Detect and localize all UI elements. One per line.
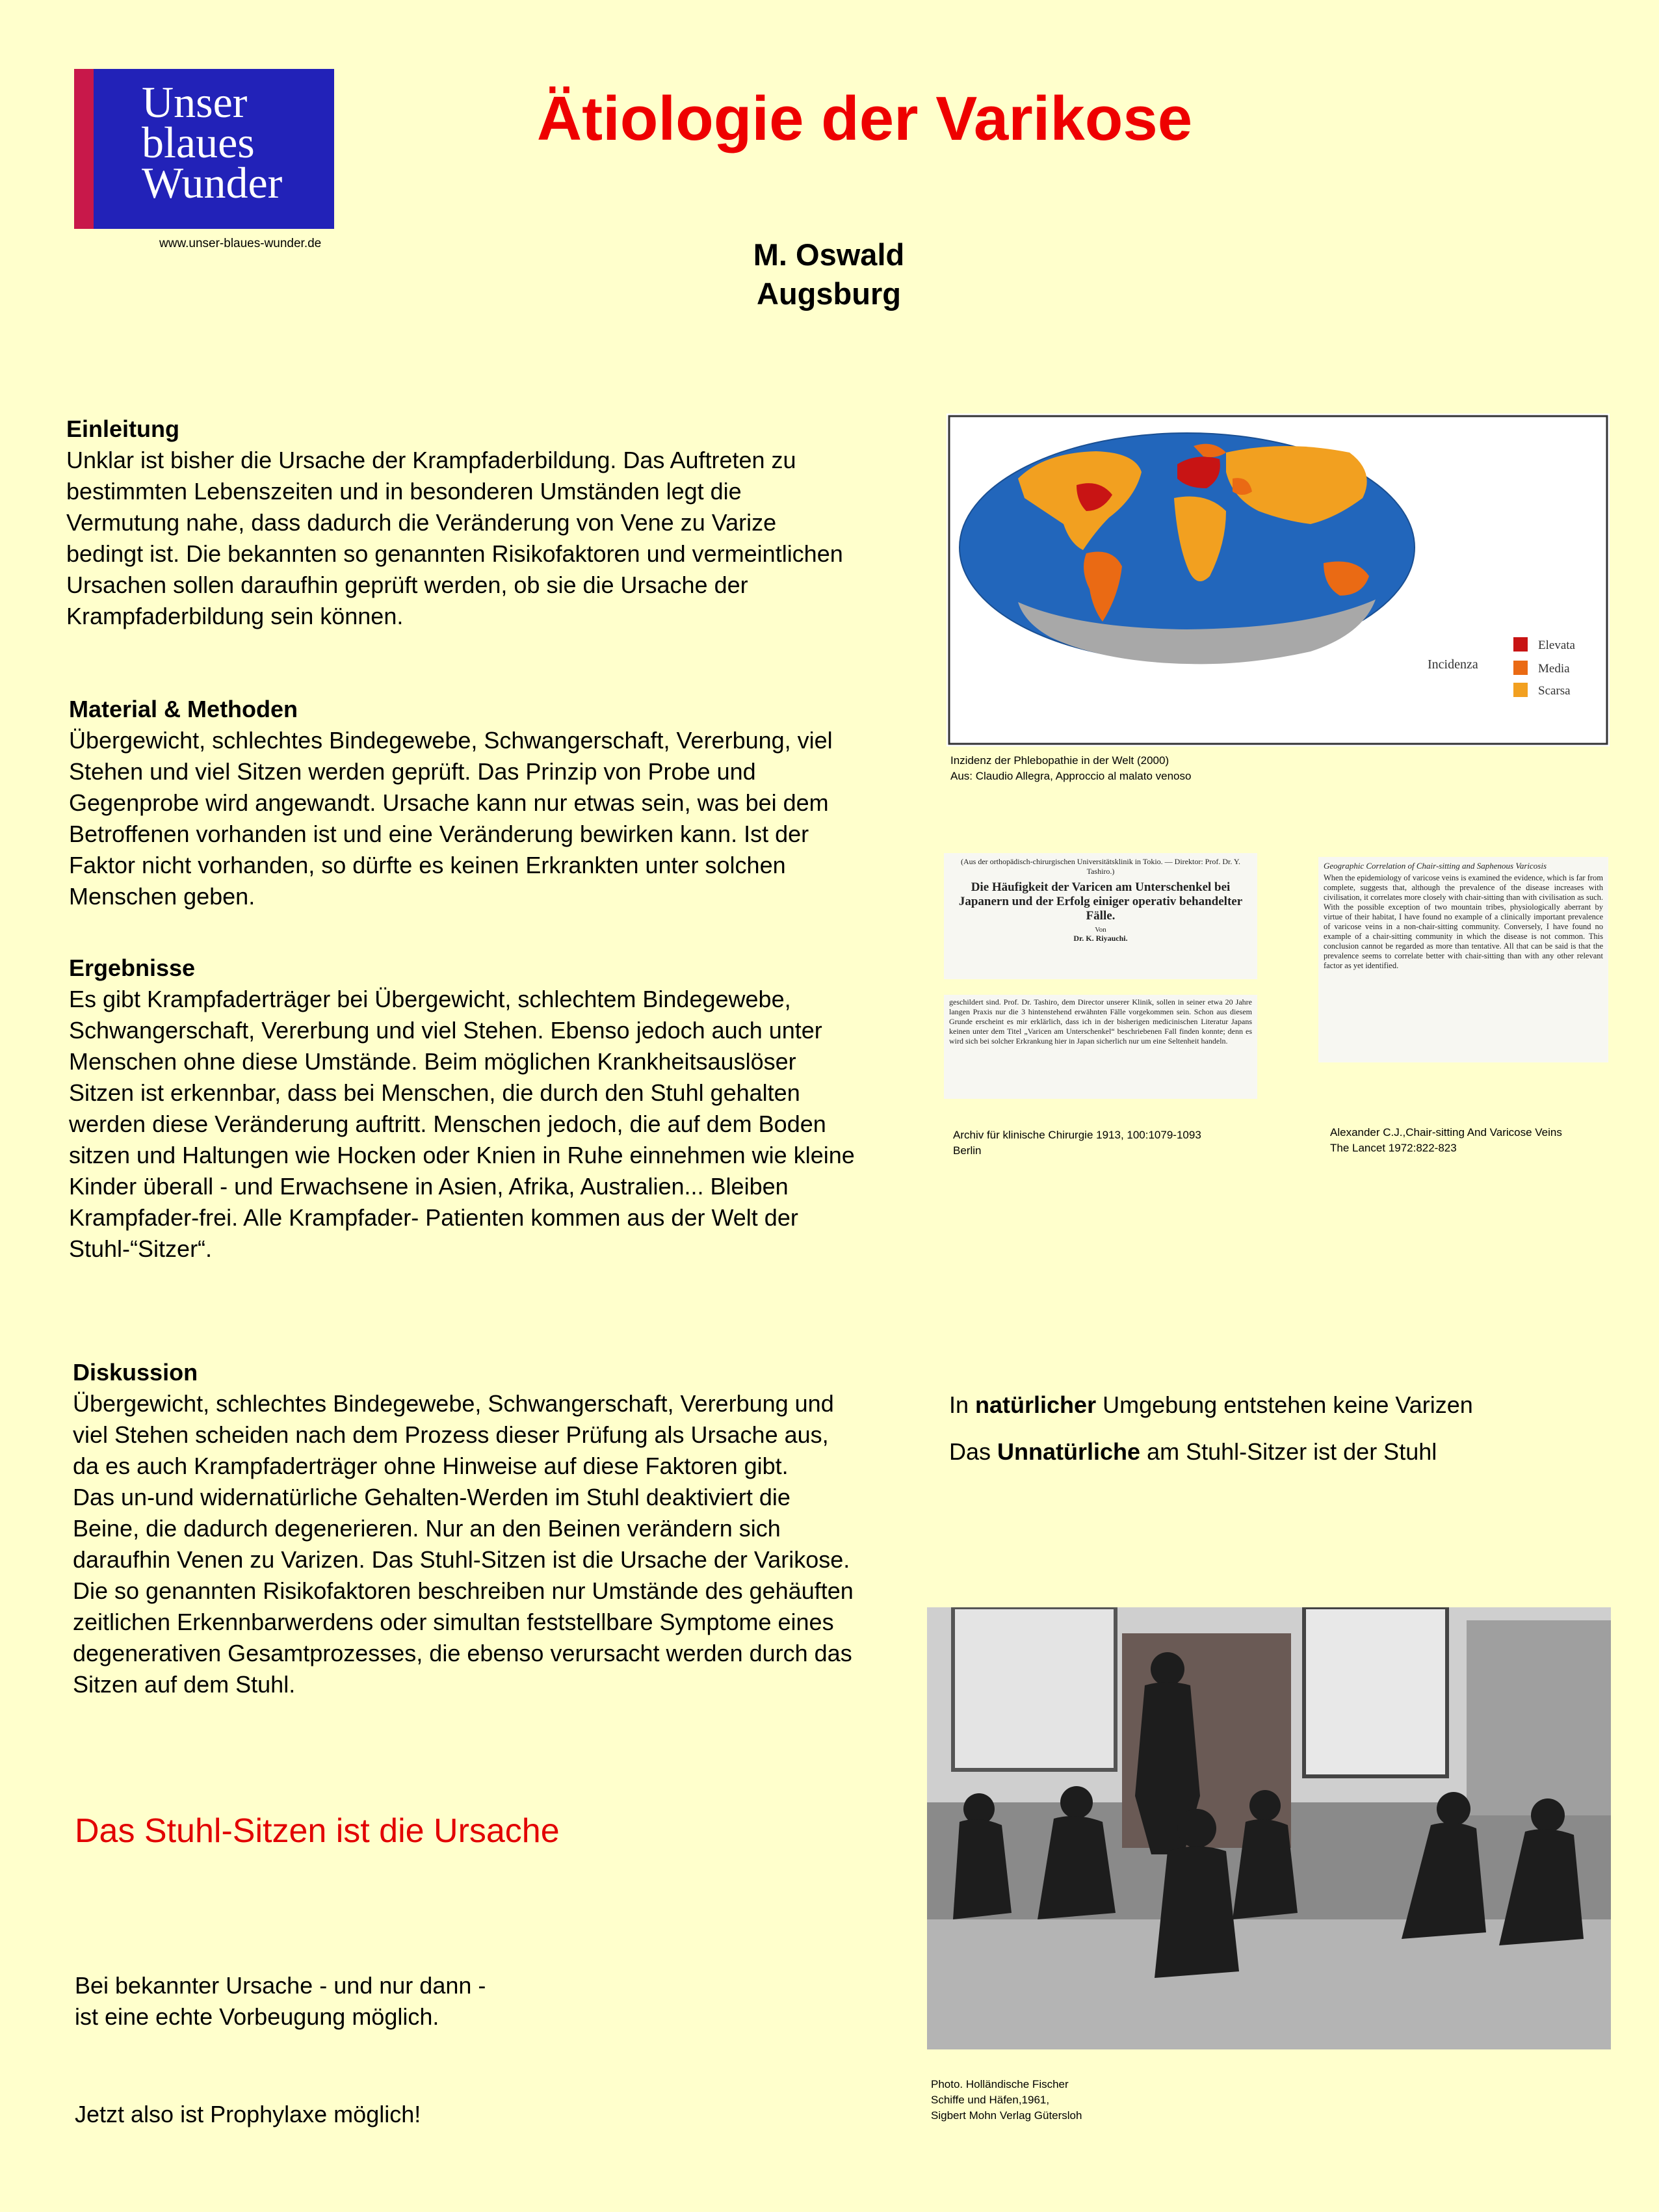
conclusion: Das Stuhl-Sitzen ist die Ursache bbox=[75, 1812, 560, 1850]
einleitung-heading: Einleitung bbox=[66, 415, 179, 442]
article1-header: (Aus der orthopädisch-chirurgischen Universitätsklinik in Tokio. — Direktor: Prof. Dr. Y. Tashiro.) bbox=[961, 857, 1240, 876]
ergebnisse-text: Es gibt Krampfaderträger bei Übergewicht, schlechtem Bindegewebe, Schwangerschaft, Vererbung und viel Stehen. Ebenso jedoch auch unter Menschen ohne diese Umstände. Beim möglichen Krankheitsauslöser Sitzen ist erkennbar, dass bei Menschen, die durch den Stuhl gehalten werden diese Veränderung auftritt. Menschen jedoch, die auf dem Boden sitzen und Haltungen wie Hocken oder Knien in Ruhe einnehmen wie kleine Kinder überall - und Erwachsene in Asien, Afrika, Australien... Bleiben Krampfader-frei. Alle Krampfader- Patienten kommen aus der Welt der Stuhl-“Sitzer“. bbox=[69, 986, 855, 1262]
legend-label-scarsa: Scarsa bbox=[1538, 684, 1571, 698]
photo-caption-1: Photo. Holländische Fischer bbox=[931, 2078, 1069, 2090]
statement-2 bbox=[949, 1438, 1437, 1466]
logo-stripe bbox=[74, 69, 94, 229]
logo-url: www.unser-blaues-wunder.de bbox=[159, 237, 322, 250]
article1-caption-1: Archiv für klinische Chirurgie 1913, 100:1079-1093 bbox=[953, 1129, 1201, 1141]
article2-body: When the epidemiology of varicose veins is examined the evidence, which is far from complete, suggests that, although the prevalence of the disease increases with civilisation, it correlates more closely with chair-sitting than with civilisation as such. With the possible exception of two mountain tribes, physiologically aberrant by virtue of their habitat, I have found no example of a clinically important prevalence of varicose veins in a non-chair-sitting community. Conversely, I have found no example of a chair-sitting community in which the disease is not common. This conclusion cannot be regarded as more than tentative. All that can be said is that the prevalence seems to correlate better with chair-sitting than with any other relevant factor as yet identified. bbox=[1324, 873, 1603, 970]
map-caption-2: Aus: Claudio Allegra, Approccio al malato venoso bbox=[950, 770, 1192, 782]
statement-2-bold: Unnatürliche bbox=[997, 1438, 1141, 1465]
prevention-line-1: Bei bekannter Ursache - und nur dann - bbox=[75, 1972, 486, 1999]
article1-body-clip bbox=[944, 995, 1257, 1099]
einleitung-text: Unklar ist bisher die Ursache der Krampfaderbildung. Das Auftreten zu bestimmten Lebenszeiten und in besonderen Umständen legt die Vermutung nahe, dass dadurch die Veränderung von Vene zu Varize bedingt ist. Die bekannten so genannten Risikofaktoren und vermeintlichen Ursachen sollen daraufhin geprüft werden, ob sie die Ursache der Krampfaderbildung sein können. bbox=[66, 447, 843, 629]
statement-1-bold: natürlicher bbox=[975, 1391, 1097, 1418]
diskussion-text-2: Das un-und widernatürliche Gehalten-Werden im Stuhl deaktiviert die Beine, die dadurch degenerieren. Nur an den Beinen verändern sich daraufhin Venen zu Varizen. Das Stuhl-Sitzen ist die Ursache der Varikose. bbox=[73, 1484, 850, 1573]
map-caption bbox=[950, 753, 1191, 784]
statement-1-pre: In bbox=[949, 1391, 976, 1418]
methoden-heading: Material & Methoden bbox=[69, 696, 298, 722]
ergebnisse-heading: Ergebnisse bbox=[69, 955, 196, 981]
section-ergebnisse bbox=[69, 953, 856, 1265]
article1-caption-2: Berlin bbox=[953, 1144, 982, 1157]
prevention-text bbox=[75, 1970, 486, 2033]
poster-title: Ätiologie der Varikose bbox=[536, 84, 1193, 153]
photo-illustration bbox=[927, 1607, 1611, 2049]
statement-1 bbox=[949, 1391, 1473, 1419]
logo bbox=[74, 69, 334, 229]
statement-2-post: am Stuhl-Sitzer ist der Stuhl bbox=[1140, 1438, 1437, 1465]
legend-title: Incidenza bbox=[1428, 657, 1478, 672]
article2-clip bbox=[1318, 857, 1608, 1062]
diskussion-heading: Diskussion bbox=[73, 1359, 198, 1386]
photo-caption-2: Schiffe und Häfen,1961, bbox=[931, 2094, 1050, 2106]
author-block bbox=[650, 235, 1008, 313]
legend-swatch-media bbox=[1513, 661, 1528, 675]
prophylaxe-text: Jetzt also ist Prophylaxe möglich! bbox=[75, 2101, 421, 2127]
map-caption-1: Inzidenz der Phlebopathie in der Welt (2000) bbox=[950, 754, 1169, 767]
article1-author: Dr. K. Riyauchi. bbox=[1073, 934, 1128, 943]
logo-text bbox=[142, 77, 283, 207]
statement-2-pre: Das bbox=[949, 1438, 998, 1465]
article2-caption bbox=[1330, 1125, 1562, 1156]
article2-caption-2: The Lancet 1972:822-823 bbox=[1330, 1142, 1457, 1154]
article1-title: Die Häufigkeit der Varicen am Unterschenkel bei Japanern und der Erfolg einiger operativ behandelter Fälle. bbox=[958, 880, 1243, 923]
fishermen-photo bbox=[927, 1607, 1611, 2049]
article1-von: Von bbox=[1095, 926, 1106, 934]
legend-label-media: Media bbox=[1538, 662, 1570, 676]
section-diskussion bbox=[73, 1357, 859, 1700]
photo-caption bbox=[931, 2077, 1082, 2124]
article1-header-clip bbox=[944, 853, 1257, 979]
logo-line-1: Unser bbox=[142, 77, 248, 127]
prevention-line-2: ist eine echte Vorbeugung möglich. bbox=[75, 2003, 439, 2030]
article2-caption-1: Alexander C.J.,Chair-sitting And Varicose Veins bbox=[1330, 1126, 1562, 1139]
methoden-text: Übergewicht, schlechtes Bindegewebe, Schwangerschaft, Vererbung, viel Stehen und viel Sitzen werden geprüft. Das Prinzip von Probe und Gegenprobe wird angewandt. Ursache kann nur etwas sein, was bei dem Betroffenen vorhanden ist und eine Veränderung bewirken kann. Ist der Faktor nicht vorhanden, so dürfte es keinen Erkrankten unter solchen Menschen geben. bbox=[69, 727, 833, 910]
author-name: M. Oswald bbox=[753, 237, 905, 272]
world-map bbox=[947, 414, 1610, 746]
article1-body: geschildert sind. Prof. Dr. Tashiro, dem Director unserer Klinik, sollen in seiner etwa 20 Jahre langen Praxis nur die 3 hintenstehend erwähnten Fälle vorgekommen sein. Schon aus diesem Grunde erscheint es mir erklärlich, dass ich in der bisherigen medicinischen Literatur Japans keinen unter dem Titel „Varicen am Unterschenkel“ beschriebenen Fall finden konnte; denn es wird sich bei solcher Erkrankung hier in Japan sicherlich nur um eine Seltenheit handeln. bbox=[949, 997, 1252, 1046]
section-einleitung bbox=[66, 414, 853, 632]
logo-line-3: Wunder bbox=[142, 158, 283, 207]
logo-line-2: blaues bbox=[142, 118, 255, 167]
section-methoden bbox=[69, 694, 856, 912]
legend-swatch-scarsa bbox=[1513, 683, 1528, 697]
legend-label-elevata: Elevata bbox=[1538, 639, 1575, 652]
world-map-figure bbox=[947, 414, 1610, 746]
photo-caption-3: Sigbert Mohn Verlag Gütersloh bbox=[931, 2109, 1082, 2122]
statement-1-post: Umgebung entstehen keine Varizen bbox=[1096, 1391, 1473, 1418]
diskussion-text-3: Die so genannten Risikofaktoren beschreiben nur Umstände des gehäuften zeitlichen Erkennbarwerdens oder simultan feststellbare Symptome eines degenerativen Gesamtprozesses, die ebenso verursacht werden durch das Sitzen auf dem Stuhl. bbox=[73, 1577, 854, 1698]
article2-title: Geographic Correlation of Chair-sitting and Saphenous Varicosis bbox=[1324, 861, 1547, 871]
article1-caption bbox=[953, 1127, 1201, 1159]
legend-swatch-elevata bbox=[1513, 637, 1528, 652]
diskussion-text-1: Übergewicht, schlechtes Bindegewebe, Schwangerschaft, Vererbung und viel Stehen scheiden nach dem Prozess dieser Prüfung als Ursache aus, da es auch Krampfaderträger ohne Hinweise auf diese Faktoren gibt. bbox=[73, 1390, 834, 1479]
author-city: Augsburg bbox=[757, 276, 901, 311]
